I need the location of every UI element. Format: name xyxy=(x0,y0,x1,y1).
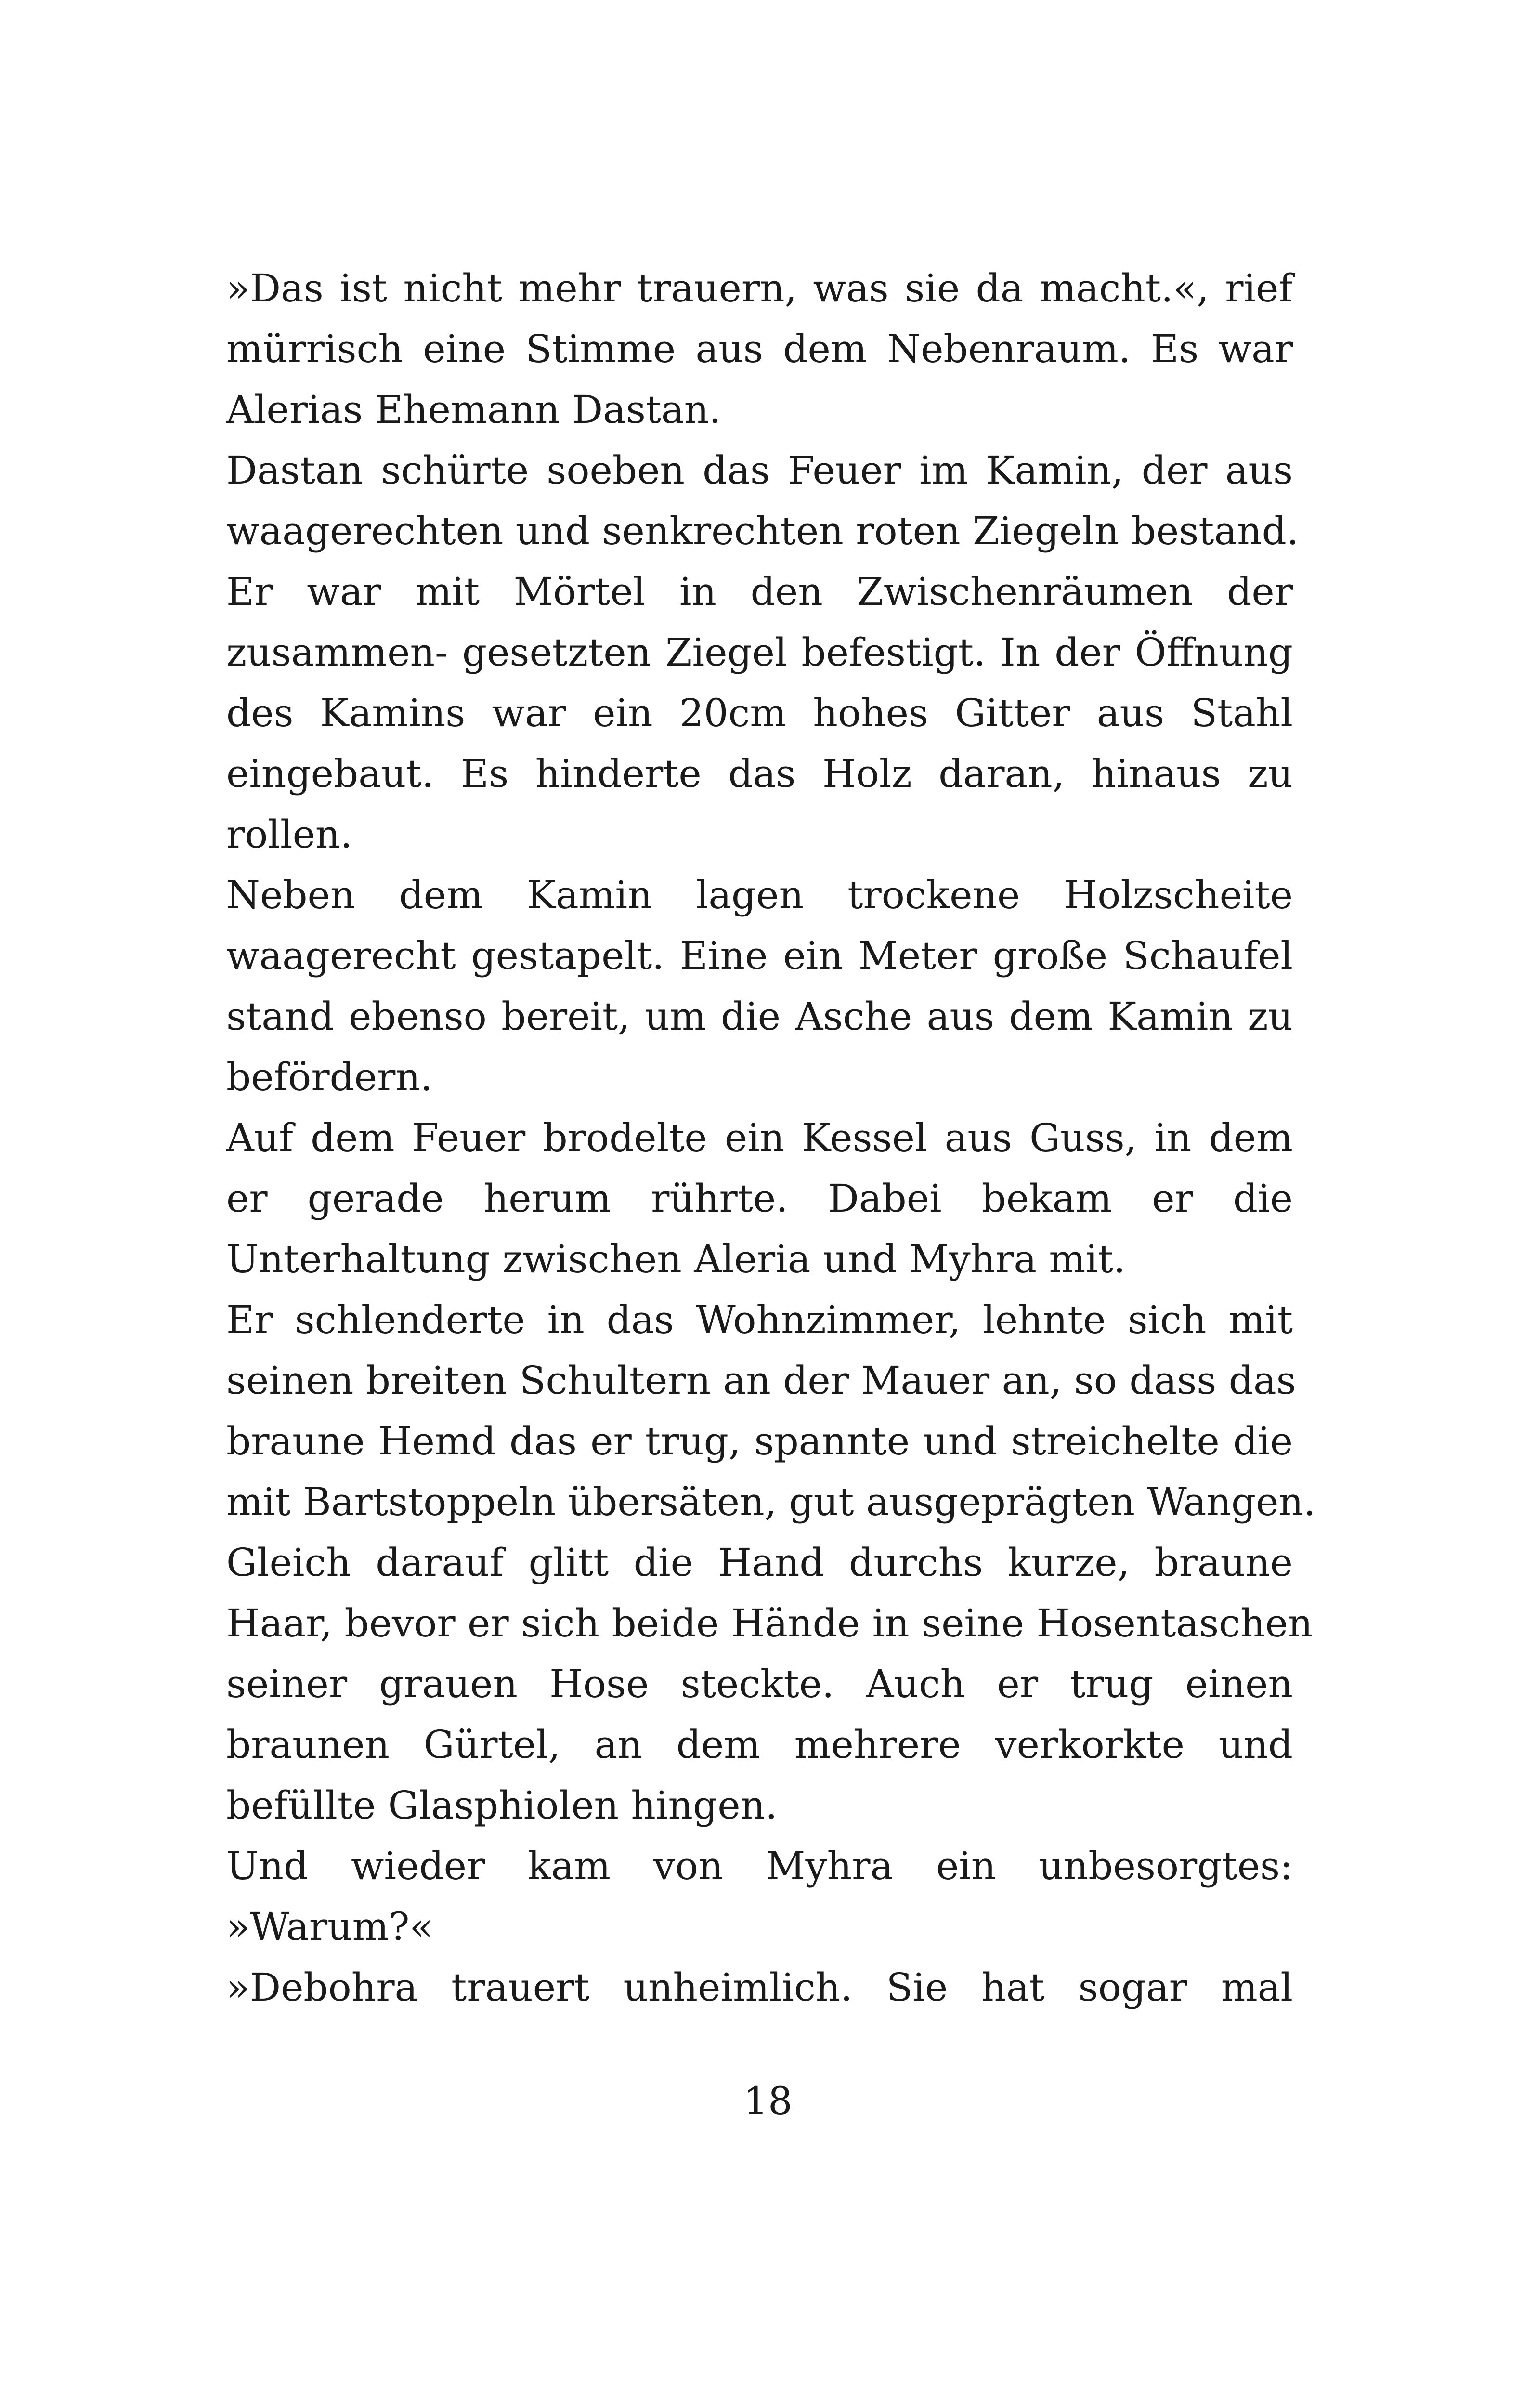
text-line: befüllte Glasphiolen hingen. xyxy=(226,1783,778,1828)
text-line: braune Hemd das er trug, spannte und streichelte die xyxy=(226,1419,1293,1464)
text-line: »Das ist nicht mehr trauern, was sie da macht.«, rief xyxy=(226,266,1293,311)
text-line: Unterhaltung zwischen Aleria und Myhra mit. xyxy=(226,1237,1126,1282)
text-line: er gerade herum rührte. Dabei bekam er die xyxy=(226,1176,1293,1221)
text-line: waagerecht gestapelt. Eine ein Meter große Schaufel xyxy=(226,933,1293,978)
text-line: Neben dem Kamin lagen trockene Holzscheite xyxy=(226,873,1293,917)
text-line: stand ebenso bereit, um die Asche aus dem Kamin zu xyxy=(226,994,1293,1039)
text-line: befördern. xyxy=(226,1055,433,1099)
text-line: »Debohra trauert unheimlich. Sie hat sogar mal xyxy=(226,1965,1293,2010)
text-line: braunen Gürtel, an dem mehrere verkorkte und xyxy=(226,1722,1293,1767)
text-line: Dastan schürte soeben das Feuer im Kamin, der aus xyxy=(226,448,1293,493)
text-line: Haar, bevor er sich beide Hände in seine Hosentaschen xyxy=(226,1601,1313,1646)
text-line: Er schlenderte in das Wohnzimmer, lehnte sich mit xyxy=(226,1297,1293,1342)
text-line: zusammen- gesetzten Ziegel befestigt. In der Öffnung xyxy=(226,630,1293,675)
text-line: seinen breiten Schultern an der Mauer an, so dass das xyxy=(226,1358,1296,1403)
text-line: des Kamins war ein 20cm hohes Gitter aus Stahl xyxy=(226,691,1293,735)
text-line: »Warum?« xyxy=(226,1904,433,1949)
page-number: 18 xyxy=(743,2079,793,2123)
text-line: Auf dem Feuer brodelte ein Kessel aus Guss, in dem xyxy=(226,1115,1293,1160)
text-line: Und wieder kam von Myhra ein unbesorgtes: xyxy=(226,1844,1293,1888)
text-line: Er war mit Mörtel in den Zwischenräumen der xyxy=(226,569,1293,614)
text-line: eingebaut. Es hinderte das Holz daran, hinaus zu xyxy=(226,751,1293,796)
text-line: mit Bartstoppeln übersäten, gut ausgeprägten Wangen. xyxy=(226,1479,1316,1524)
text-line: waagerechten und senkrechten roten Ziegeln bestand. xyxy=(226,509,1299,553)
text-line: rollen. xyxy=(226,812,352,857)
body-text xyxy=(226,258,1316,2018)
text-line: mürrisch eine Stimme aus dem Nebenraum. Es war xyxy=(226,327,1293,371)
text-line: Alerias Ehemann Dastan. xyxy=(226,387,721,432)
text-line: Gleich darauf glitt die Hand durchs kurze, braune xyxy=(226,1540,1293,1585)
text-line: seiner grauen Hose steckte. Auch er trug einen xyxy=(226,1662,1293,1706)
